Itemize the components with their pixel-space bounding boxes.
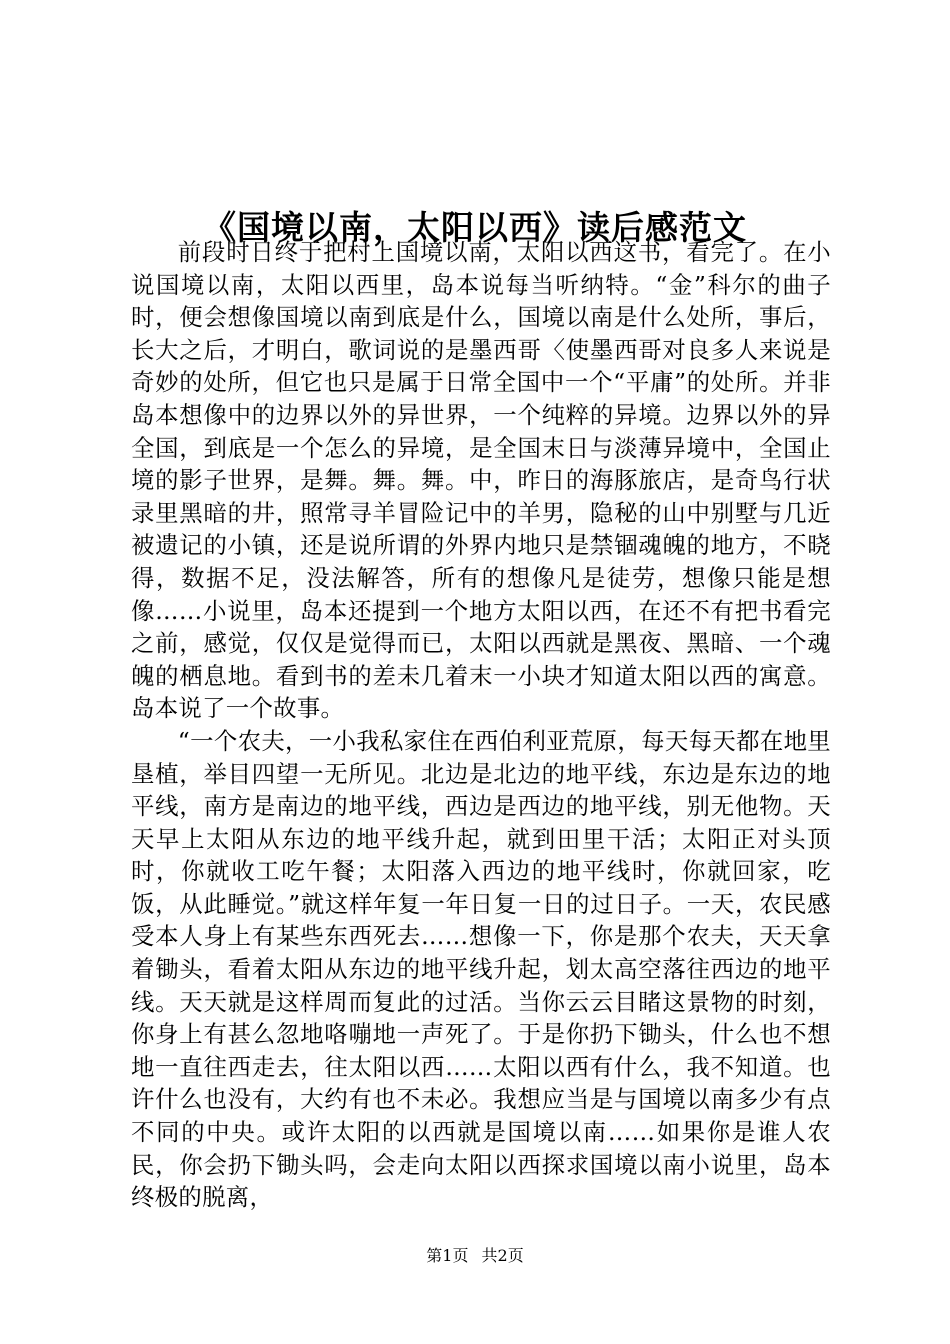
- paragraph: “一个农夫，一小我私家住在西伯利亚荒原，每天每天都在地里垦植，举目四望一无所见。北边是北边的地平线，东边是东边的地平线，南方是南边的地平线，西边是西边的地平线，别无他物。天天早上太阳从东边的地平线升起，就到田里干活；太阳正对头顶时，你就收工吃午餐；太阳落入西边的地平线时，你就回家，吃饭，从此睡觉。”就这样年复一年日复一日的过日子。一天，农民感受本人身上有某些东西死去……想像一下，你是那个农夫，天天拿着锄头，看着太阳从东边的地平线升起，划太高空落往西边的地平线。天天就是这样周而复此的过活。当你云云目睹这景物的时刻，你身上有甚么忽地咯嘣地一声死了。于是你扔下锄头，什么也不想地一直往西走去，往太阳以西……太阳以西有什么，我不知道。也许什么也没有，大约有也不未必。我想应当是与国境以南多少有点不同的中央。或许太阳的以西就是国境以南……如果你是谁人农民，你会扔下锄头吗，会走向太阳以西探求国境以南小说里，岛本终极的脱离，: [131, 726, 831, 1212]
- page-total: 共2页: [481, 1246, 524, 1265]
- paragraph: 前段时日终于把村上国境以南，太阳以西这书，看完了。在小说国境以南，太阳以西里，岛本说每当听纳特。“金”科尔的曲子时，便会想像国境以南到底是什么，国境以南是什么处所，事后，长大之后，才明白，歌词说的是墨西哥〈使墨西哥对良多人来说是奇妙的处所，但它也只是属于日常全国中一个“平庸”的处所。并非岛本想像中的边界以外的异世界，一个纯粹的异境。边界以外的异全国，到底是一个怎么的异境，是全国末日与淡薄异境中，全国止境的影子世界，是舞。舞。舞。中，昨日的海豚旅店，是奇鸟行状录里黑暗的井，照常寻羊冒险记中的羊男，隐秘的山中别墅与几近被遗记的小镇，还是说所谓的外界内地只是禁锢魂魄的地方，不晓得，数据不足，没法解答，所有的想像凡是徒劳，想像只能是想像……小说里，岛本还提到一个地方太阳以西，在还不有把书看完之前，感觉，仅仅是觉得而已，太阳以西就是黑夜、黑暗、一个魂魄的栖息地。看到书的差未几着末一小块才知道太阳以西的寓意。岛本说了一个故事。: [131, 238, 831, 723]
- page-number: 第1页: [426, 1246, 469, 1265]
- document-title: 《国境以南，太阳以西》读后感范文: [203, 208, 747, 248]
- document-body: [131, 236, 831, 1214]
- page-footer: [0, 1244, 950, 1268]
